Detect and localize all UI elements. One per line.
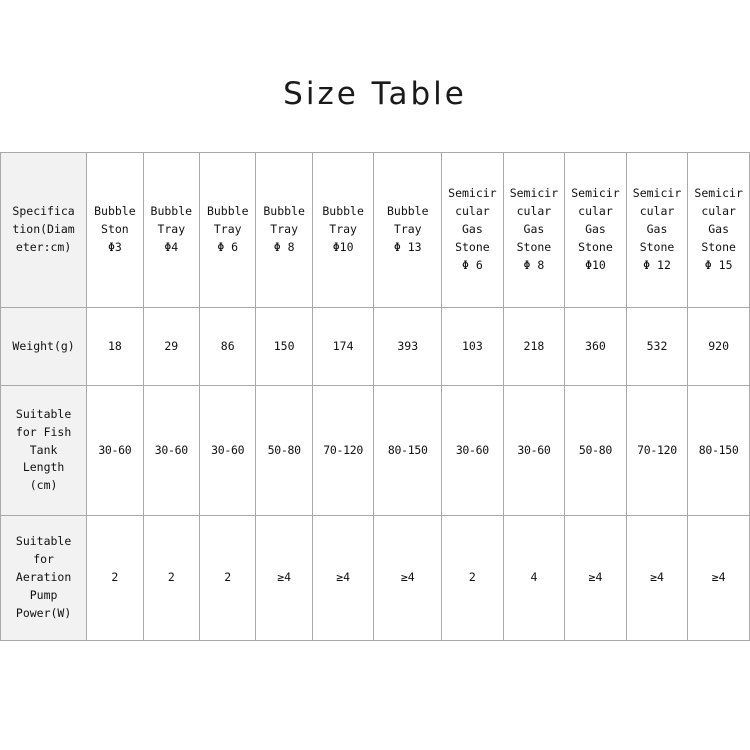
row-header-pump-power bbox=[1, 516, 87, 641]
col10-line-3: Gas bbox=[646, 222, 668, 237]
tank-value-10: 70-120 bbox=[626, 386, 688, 516]
column-header-9 bbox=[565, 153, 627, 308]
weight-value-10: 532 bbox=[626, 308, 688, 386]
col9-line-1: Semicir bbox=[571, 186, 620, 201]
table-row-pump-power bbox=[1, 516, 750, 641]
col7-line-5: Φ 6 bbox=[461, 257, 483, 272]
col6-line-2: Tray bbox=[393, 222, 422, 237]
weight-value-7: 103 bbox=[442, 308, 504, 386]
col8-line-1: Semicir bbox=[509, 186, 559, 201]
col1-line-2: Ston bbox=[101, 222, 129, 237]
pump-value-1: 2 bbox=[87, 516, 143, 641]
pump-value-7: 2 bbox=[442, 516, 504, 641]
weight-value-8: 218 bbox=[503, 308, 565, 386]
column-header-11 bbox=[688, 153, 750, 308]
column-header-7 bbox=[442, 153, 504, 308]
table-row-header bbox=[1, 153, 750, 308]
pump-line-4: Pump bbox=[29, 587, 58, 602]
col8-line-2: cular bbox=[516, 204, 552, 219]
col2-line-2: Tray bbox=[157, 222, 186, 237]
col2-line-1: Bubble bbox=[150, 204, 193, 219]
col2-line-3: Φ4 bbox=[164, 239, 179, 254]
size-table-container bbox=[0, 152, 750, 641]
column-header-5 bbox=[312, 153, 374, 308]
pump-value-3: 2 bbox=[200, 516, 256, 641]
col5-line-3: Φ10 bbox=[332, 239, 354, 254]
pump-value-11: ≥4 bbox=[688, 516, 750, 641]
spec-line-2: tion(Diam bbox=[12, 222, 75, 237]
weight-value-1: 18 bbox=[87, 308, 143, 386]
tank-line-4: Length bbox=[22, 460, 65, 475]
column-header-1 bbox=[87, 153, 143, 308]
pump-line-2: for bbox=[33, 552, 54, 567]
col9-line-4: Stone bbox=[578, 239, 613, 254]
col5-line-2: Tray bbox=[329, 222, 357, 237]
column-header-3 bbox=[200, 153, 256, 308]
tank-value-4: 50-80 bbox=[256, 386, 312, 516]
weight-value-3: 86 bbox=[200, 308, 256, 386]
pump-value-10: ≥4 bbox=[626, 516, 688, 641]
weight-value-4: 150 bbox=[256, 308, 312, 386]
row-header-weight: Weight(g) bbox=[1, 308, 87, 386]
size-table bbox=[0, 152, 750, 641]
col10-line-4: Stone bbox=[639, 239, 675, 254]
pump-line-5: Power(W) bbox=[15, 605, 72, 620]
column-header-2 bbox=[143, 153, 199, 308]
col3-line-2: Tray bbox=[213, 222, 242, 237]
tank-value-9: 50-80 bbox=[565, 386, 627, 516]
col7-line-1: Semicir bbox=[448, 186, 497, 201]
col4-line-1: Bubble bbox=[263, 204, 305, 219]
column-header-8 bbox=[503, 153, 565, 308]
tank-value-6: 80-150 bbox=[374, 386, 442, 516]
tank-line-3: Tank bbox=[29, 442, 58, 457]
spec-line-3: eter:cm) bbox=[15, 239, 72, 254]
col8-line-5: Φ 8 bbox=[523, 257, 545, 272]
col1-line-3: Φ3 bbox=[107, 239, 122, 254]
col11-line-3: Gas bbox=[708, 222, 730, 237]
pump-line-3: Aeration bbox=[15, 570, 72, 585]
col6-line-3: Φ 13 bbox=[393, 239, 422, 254]
col4-line-3: Φ 8 bbox=[273, 239, 295, 254]
col11-line-5: Φ 15 bbox=[704, 257, 733, 272]
table-row-weight bbox=[1, 308, 750, 386]
pump-value-8: 4 bbox=[503, 516, 565, 641]
weight-value-2: 29 bbox=[143, 308, 199, 386]
col8-line-4: Stone bbox=[516, 239, 552, 254]
col7-line-2: cular bbox=[455, 204, 490, 219]
col10-line-1: Semicir bbox=[632, 186, 682, 201]
col8-line-3: Gas bbox=[523, 222, 545, 237]
weight-value-5: 174 bbox=[312, 308, 374, 386]
col3-line-3: Φ 6 bbox=[217, 239, 239, 254]
pump-value-2: 2 bbox=[143, 516, 199, 641]
col1-line-1: Bubble bbox=[94, 204, 136, 219]
pump-line-1: Suitable bbox=[15, 534, 72, 549]
tank-value-2: 30-60 bbox=[143, 386, 199, 516]
tank-line-2: for Fish bbox=[15, 424, 72, 439]
pump-value-5: ≥4 bbox=[312, 516, 374, 641]
col10-line-2: cular bbox=[639, 204, 675, 219]
table-row-tank-length bbox=[1, 386, 750, 516]
tank-line-5: (cm) bbox=[29, 478, 58, 493]
col11-line-4: Stone bbox=[701, 239, 736, 254]
col7-line-3: Gas bbox=[461, 222, 483, 237]
spec-line-1: Specifica bbox=[12, 204, 75, 219]
tank-value-11: 80-150 bbox=[688, 386, 750, 516]
row-header-specification bbox=[1, 153, 87, 308]
column-header-10 bbox=[626, 153, 688, 308]
col9-line-2: cular bbox=[578, 204, 613, 219]
tank-line-1: Suitable bbox=[15, 406, 72, 421]
weight-value-6: 393 bbox=[374, 308, 442, 386]
col11-line-1: Semicir bbox=[694, 186, 743, 201]
weight-value-11: 920 bbox=[688, 308, 750, 386]
tank-value-8: 30-60 bbox=[503, 386, 565, 516]
col3-line-1: Bubble bbox=[206, 204, 249, 219]
tank-value-5: 70-120 bbox=[312, 386, 374, 516]
column-header-6 bbox=[374, 153, 442, 308]
col5-line-1: Bubble bbox=[322, 204, 364, 219]
col9-line-5: Φ10 bbox=[585, 257, 606, 272]
col10-line-5: Φ 12 bbox=[643, 257, 671, 272]
tank-value-1: 30-60 bbox=[87, 386, 143, 516]
page-title: Size Table bbox=[283, 76, 467, 112]
tank-value-3: 30-60 bbox=[200, 386, 256, 516]
column-header-4 bbox=[256, 153, 312, 308]
pump-value-9: ≥4 bbox=[565, 516, 627, 641]
row-header-tank-length bbox=[1, 386, 87, 516]
col7-line-4: Stone bbox=[455, 239, 490, 254]
pump-value-4: ≥4 bbox=[256, 516, 312, 641]
pump-value-6: ≥4 bbox=[374, 516, 442, 641]
weight-value-9: 360 bbox=[565, 308, 627, 386]
col11-line-2: cular bbox=[701, 204, 736, 219]
tank-value-7: 30-60 bbox=[442, 386, 504, 516]
col6-line-1: Bubble bbox=[386, 204, 429, 219]
col9-line-3: Gas bbox=[585, 222, 606, 237]
col4-line-2: Tray bbox=[270, 222, 298, 237]
